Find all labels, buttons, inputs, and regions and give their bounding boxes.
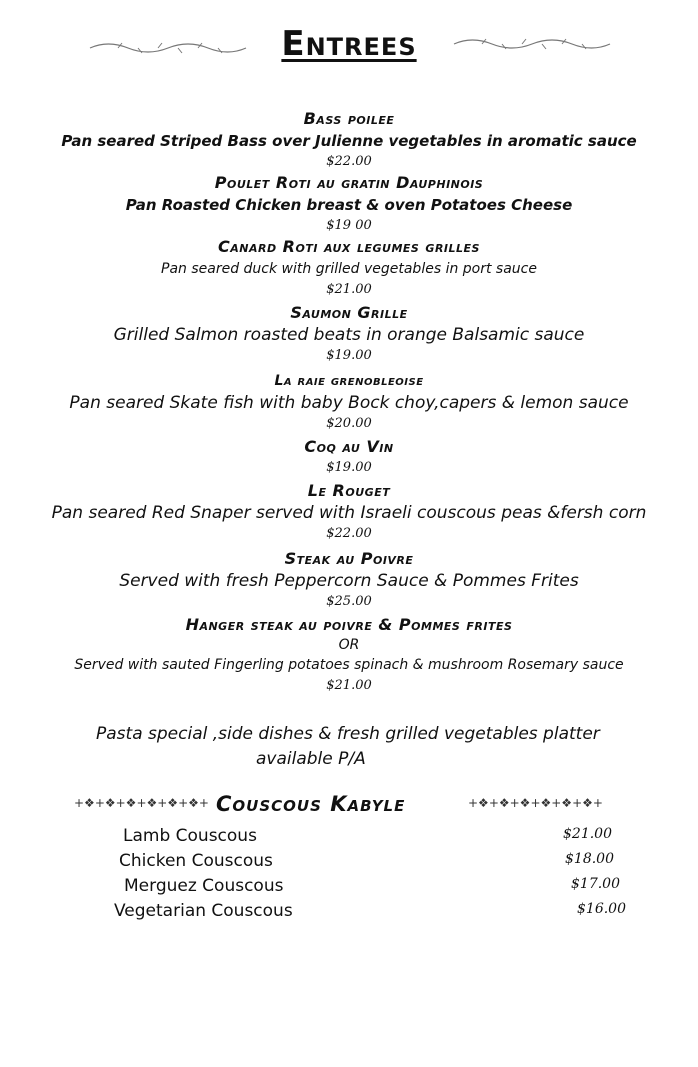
entree-name: Canard Roti aux legumes grilles [218,237,480,256]
entree-name: Le Rouget [307,481,391,500]
ornament-divider-icon: +❖+❖+❖+❖+❖+❖+ [74,796,209,810]
entree-price: $19 00 [326,218,372,233]
couscous-title: Couscous Kabyle [216,792,406,816]
entree-description: Served with sauted Fingerling potatoes spinach & mushroom Rosemary sauce [74,657,624,673]
entree-name: Coq au Vin [304,437,394,456]
entree-description: Pan seared Striped Bass over Julienne vegetables in aromatic sauce [61,132,637,150]
entree-description: Pan Roasted Chicken breast & oven Potatoes Cheese [125,196,573,214]
couscous-item-name: Vegetarian Couscous [114,901,293,921]
entree-item [0,236,698,300]
couscous-item [0,826,698,851]
entree-item [0,370,698,434]
entree-description: Served with fresh Peppercorn Sauce & Pommes Frites [119,571,579,591]
entree-price: $22.00 [326,526,372,541]
couscous-item-name: Lamb Couscous [123,826,257,846]
entree-or-label: OR [338,637,360,653]
sides-note [96,722,656,772]
couscous-item [0,876,698,901]
entree-price: $19.00 [326,460,372,475]
entree-item [0,172,698,236]
entree-price: $21.00 [326,282,372,297]
entree-description: Grilled Salmon roasted beats in orange Balsamic sauce [113,325,585,345]
couscous-item-price: $16.00 [577,901,626,917]
entree-price: $25.00 [326,594,372,609]
entree-price: $22.00 [326,154,372,169]
page-title: Entrees [281,24,417,64]
entree-name: Saumon Grille [290,303,408,322]
entree-item [0,108,698,172]
entree-description: Pan seared duck with grilled vegetables in port sauce [161,261,537,277]
couscous-item-name: Merguez Couscous [124,876,284,896]
couscous-item-price: $17.00 [571,876,620,892]
entree-item [0,302,698,366]
sides-note-line1: Pasta special ,side dishes & fresh grilled vegetables platter [96,724,600,744]
sides-note-line2: available P/A [256,749,366,769]
entree-description: Pan seared Skate fish with baby Bock choy,capers & lemon sauce [69,393,629,413]
entree-price: $19.00 [326,348,372,363]
entree-name: Bass poilee [303,109,395,128]
entree-item [0,614,698,696]
entree-name: Hanger steak au poivre & Pommes frites [185,615,513,634]
couscous-item-price: $21.00 [563,826,612,842]
entree-description: Pan seared Red Snaper served with Israeli couscous peas &fersh corn [51,503,647,523]
entree-name: Poulet Roti au gratin Dauphinois [214,173,484,192]
couscous-item [0,851,698,876]
couscous-item-price: $18.00 [565,851,614,867]
couscous-item [0,901,698,926]
entree-price: $21.00 [326,678,372,693]
vine-flourish-icon [88,38,248,58]
entree-item [0,436,698,478]
entree-name: La raie grenobleoise [274,373,424,389]
vine-flourish-icon [452,34,612,54]
entree-item [0,548,698,612]
entree-price: $20.00 [326,416,372,431]
entree-item [0,480,698,544]
entree-name: Steak au Poivre [284,549,414,568]
ornament-divider-icon: +❖+❖+❖+❖+❖+❖+ [468,796,603,810]
couscous-item-name: Chicken Couscous [119,851,273,871]
